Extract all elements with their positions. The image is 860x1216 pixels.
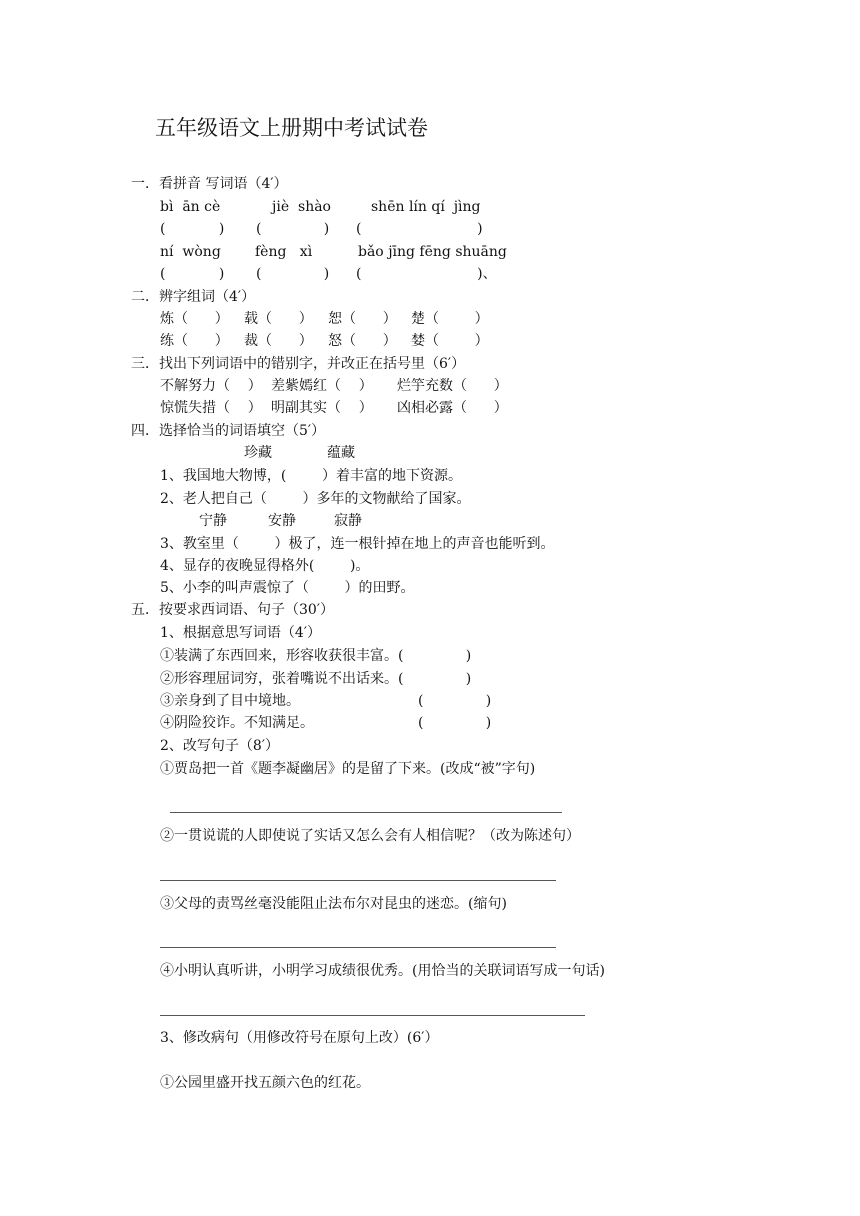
meaning-question[interactable]: ②形容理屈词穷，张着嘴说不出话来。( ) <box>160 671 472 687</box>
answer-blank[interactable]: ( )、 <box>356 266 497 282</box>
fill-question[interactable]: 3、教室里（ ）极了，连一根针掉在地上的声音也能听到。 <box>160 536 555 552</box>
fill-question[interactable]: 2、老人把自己（ ）多年的文物献给了国家。 <box>160 491 471 507</box>
answer-line[interactable] <box>170 812 562 813</box>
fill-question[interactable]: 4、显存的夜晚显得格外( )。 <box>160 558 370 574</box>
answer-line[interactable] <box>160 880 556 881</box>
word-choice: 蕴藏 <box>327 445 355 461</box>
word-choice: 珍藏 <box>244 445 272 461</box>
correction-question[interactable]: ①公园里盛开找五颜六色的红花。 <box>160 1075 370 1091</box>
section-2-heading: 二．辨字组词（4′） <box>131 289 256 305</box>
word-choice: 寂静 <box>334 513 362 529</box>
pinyin-item: bǎo jīng fēng shuāng <box>358 244 507 260</box>
pinyin-item: bì ān cè <box>160 199 221 215</box>
typo-item[interactable]: 惊慌失措（ ） <box>160 400 262 416</box>
char-item[interactable]: 炼（ ） <box>160 311 229 327</box>
char-item[interactable]: 恕（ ） <box>328 311 397 327</box>
answer-blank[interactable]: ( ) <box>256 266 330 282</box>
char-item[interactable]: 楚（ ） <box>411 311 489 327</box>
char-item[interactable]: 练（ ） <box>160 333 229 349</box>
answer-blank[interactable]: ( ) <box>418 715 492 731</box>
rewrite-question: ②一贯说谎的人即使说了实话又怎么会有人相信呢？（改为陈述句） <box>160 828 580 844</box>
section-1-heading: 一．看拼音 写词语（4′） <box>131 176 288 192</box>
char-item[interactable]: 婪（ ） <box>411 333 489 349</box>
char-item[interactable]: 裁（ ） <box>244 333 313 349</box>
typo-item[interactable]: 明副其实（ ） <box>271 400 373 416</box>
fill-question[interactable]: 1、我国地大物博，( ）着丰富的地下资源。 <box>160 468 462 484</box>
typo-item[interactable]: 凶相必露（ ） <box>397 400 508 416</box>
rewrite-question: ③父母的责骂丝毫没能阻止法布尔对昆虫的迷恋。(缩句) <box>160 896 507 912</box>
rewrite-question: ④小明认真听讲，小明学习成绩很优秀。(用恰当的关联词语写成一句话) <box>160 963 605 979</box>
fill-question[interactable]: 5、小李的叫声震惊了（ ）的田野。 <box>160 580 415 596</box>
section-4-heading: 四．选择恰当的词语填空（5′） <box>131 423 326 439</box>
pinyin-item: jiè shào <box>272 199 331 215</box>
answer-blank[interactable]: ( ) <box>418 693 492 709</box>
section-3-heading: 三．找出下列词语中的错别字，并改正在括号里（6′） <box>131 356 466 372</box>
meaning-question: ④阴险狡诈。不知满足。 <box>160 715 314 731</box>
answer-blank[interactable]: ( ) <box>256 221 330 237</box>
pinyin-item: ní wòng <box>160 244 221 260</box>
char-item[interactable]: 载（ ） <box>244 311 313 327</box>
answer-line[interactable] <box>160 947 556 948</box>
char-item[interactable]: 怒（ ） <box>328 333 397 349</box>
section-5-heading: 五．按要求西词语、句子（30′） <box>131 602 334 618</box>
rewrite-question: ①贾岛把一首《题李凝幽居》的是留了下来。(改成“被”字句) <box>160 761 536 777</box>
meaning-question[interactable]: ①装满了东西回来，形容收获很丰富。( ) <box>160 648 472 664</box>
answer-blank[interactable]: ( ) <box>356 221 483 237</box>
subsection-heading: 3、修改病句（用修改符号在原句上改）(6′） <box>160 1030 439 1046</box>
pinyin-item: shēn lín qí jìng <box>371 199 481 215</box>
answer-blank[interactable]: ( ) <box>160 266 225 282</box>
page-title: 五年级语文上册期中考试试卷 <box>155 116 428 140</box>
typo-item[interactable]: 不解努力（ ） <box>160 378 262 394</box>
word-choice: 宁静 <box>199 513 227 529</box>
typo-item[interactable]: 烂竽充数（ ） <box>397 378 508 394</box>
subsection-heading: 2、改写句子（8′） <box>160 738 279 754</box>
pinyin-item: fèng xì <box>255 244 313 260</box>
subsection-heading: 1、根据意思写词语（4′） <box>160 625 321 641</box>
answer-blank[interactable]: ( ) <box>160 221 225 237</box>
meaning-question: ③亲身到了目中境地。 <box>160 693 300 709</box>
word-choice: 安静 <box>268 513 296 529</box>
typo-item[interactable]: 差紫嫣红（ ） <box>271 378 373 394</box>
answer-line[interactable] <box>160 1015 585 1016</box>
